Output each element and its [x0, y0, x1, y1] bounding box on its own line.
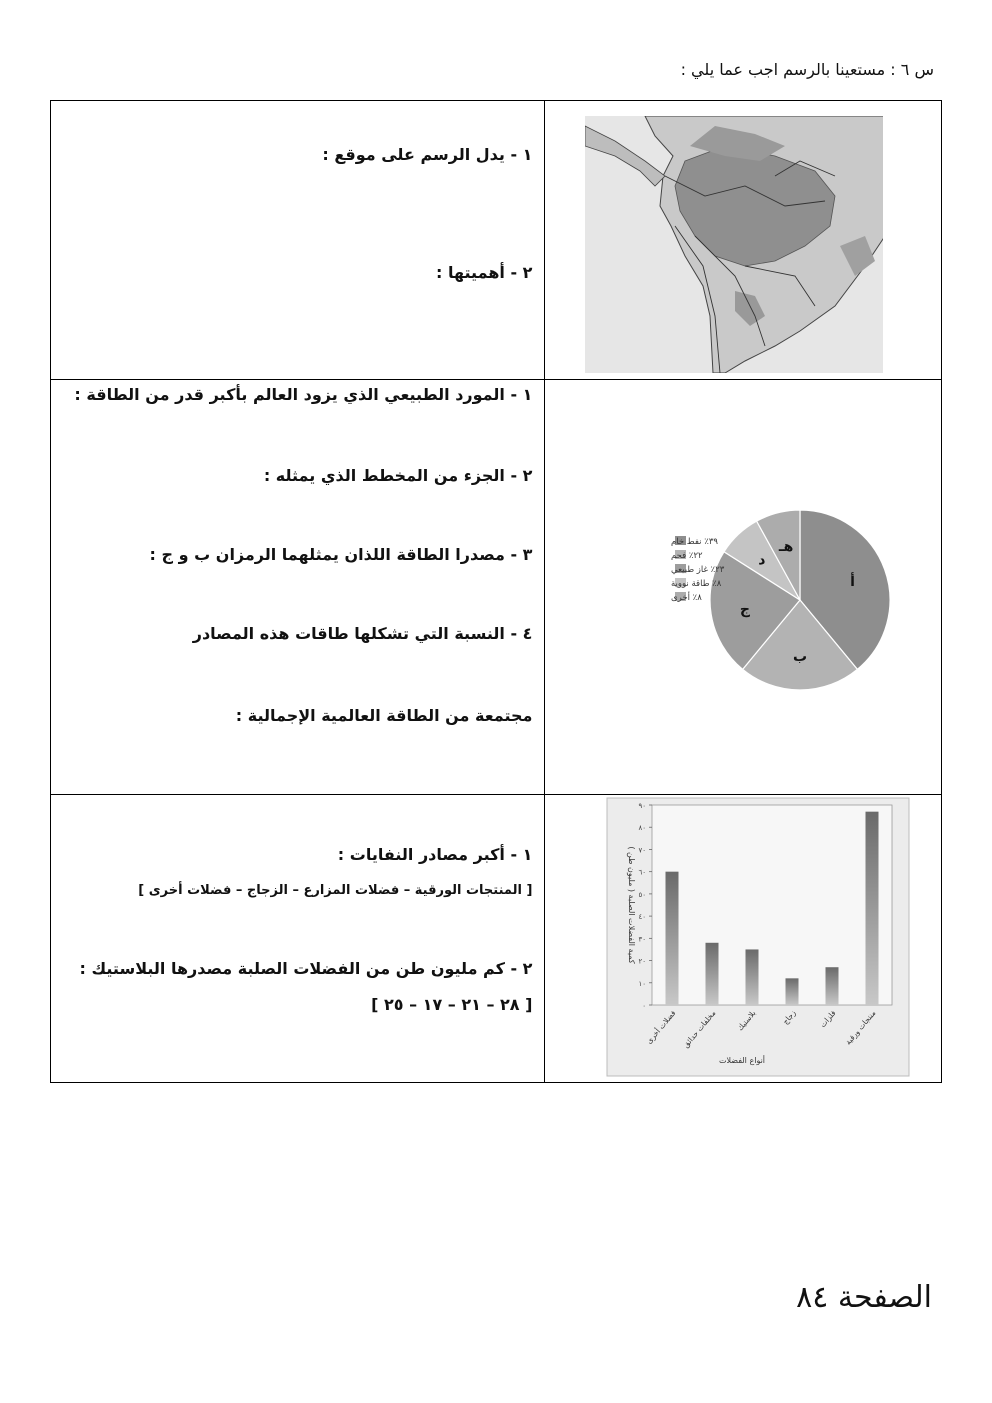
- x-tick-label: مخلفات حدائق: [681, 1008, 718, 1050]
- row3-figure-cell: [545, 795, 942, 1083]
- row2-question-1: ١ - المورد الطبيعي الذي يزود العالم بأكبر قدر من الطاقة :: [74, 385, 533, 404]
- y-tick-label: ٨٠: [638, 824, 647, 833]
- y-tick-label: ٣٠: [638, 935, 647, 944]
- x-tick-label: فلزات: [818, 1008, 838, 1030]
- y-tick-label: ٥٠: [638, 890, 647, 899]
- y-tick-label: ٧٠: [638, 846, 647, 855]
- legend-label: ٣٩٪ نفط خام: [671, 537, 719, 547]
- energy-pie-chart: [545, 380, 941, 794]
- y-tick-label: ٩٠: [638, 802, 647, 810]
- row2-question-4-continued: مجتمعة من الطاقة العالمية الإجمالية :: [235, 706, 533, 725]
- row2-question-4: ٤ - النسبة التي تشكلها طاقات هذه المصادر: [192, 624, 533, 643]
- row1-question-2: ٢ - أهميتها :: [435, 263, 533, 282]
- question-table: [50, 100, 942, 1083]
- y-axis-label: كمية الفضلات الصلبة ( مليون طن ): [627, 846, 637, 964]
- bar-6: [666, 872, 679, 1005]
- bar-3: [786, 978, 799, 1005]
- row1-question-1: ١ - يدل الرسم على موقع :: [322, 145, 533, 164]
- south-america-map: [585, 116, 883, 373]
- bar-1: [866, 812, 879, 1005]
- legend-label: ٢٣٪ غاز طبيعي: [671, 565, 725, 575]
- x-axis-label: أنواع الفضلات: [719, 1056, 766, 1065]
- row3-question-2: ٢ - كم مليون طن من الفضلات الصلبة مصدرها البلاستيك :: [79, 959, 533, 978]
- row1-figure-cell: [545, 101, 942, 380]
- y-tick-label: ٦٠: [638, 868, 647, 877]
- row2-figure-cell: [545, 380, 942, 795]
- pie-slice-symbol: ج: [740, 601, 751, 618]
- pie-slice-symbol: د: [758, 552, 766, 569]
- y-tick-label: ٢٠: [638, 957, 647, 966]
- bar-5: [706, 943, 719, 1005]
- page-number: الصفحة ٨٤: [796, 1280, 932, 1315]
- row2-question-2: ٢ - الجزء من المخطط الذي يمثله :: [263, 466, 533, 485]
- waste-bar-chart: [545, 795, 941, 1082]
- legend-label: ٨٪ أخرى: [671, 593, 703, 603]
- y-tick-label: ٤٠: [638, 913, 647, 922]
- row2-question-3: ٣ - مصدرا الطاقة اللذان يمثلهما الرمزان ب و ج :: [149, 545, 533, 564]
- row3-question-1: ١ - أكبر مصادر النفايات :: [337, 845, 533, 864]
- row2-text-cell: [51, 380, 545, 795]
- row3-text-cell: [51, 795, 545, 1083]
- plot-area: [652, 805, 892, 1005]
- bar-4: [746, 949, 759, 1005]
- y-tick-label: ٠: [642, 1002, 647, 1010]
- bar-2: [826, 967, 839, 1005]
- x-tick-label: بلاستيك: [735, 1008, 758, 1033]
- pie-slice-symbol: هـ: [779, 538, 794, 555]
- x-tick-label: زجاج: [781, 1008, 798, 1027]
- pie-slice-symbol: أ: [850, 574, 856, 591]
- row1-text-cell: [51, 101, 545, 380]
- legend-label: ٢٢٪ فحم: [671, 551, 704, 561]
- legend-label: ٨٪ طاقة نووية: [671, 579, 722, 589]
- question-heading: س ٦ : مستعينا بالرسم اجب عما يلي :: [680, 60, 934, 79]
- row3-question-1-options: [ المنتجات الورقية – فضلات المزارع – الزجاج – فضلات أخرى ]: [138, 883, 533, 898]
- y-tick-label: ١٠: [638, 979, 647, 988]
- x-tick-label: فضلات أخرى: [644, 1008, 678, 1046]
- row3-question-2-options: [ ٢٨ – ٢١ – ١٧ – ٢٥ ]: [371, 995, 533, 1014]
- x-tick-label: منتجات ورقية: [843, 1008, 878, 1047]
- pie-slice-symbol: ب: [793, 648, 808, 665]
